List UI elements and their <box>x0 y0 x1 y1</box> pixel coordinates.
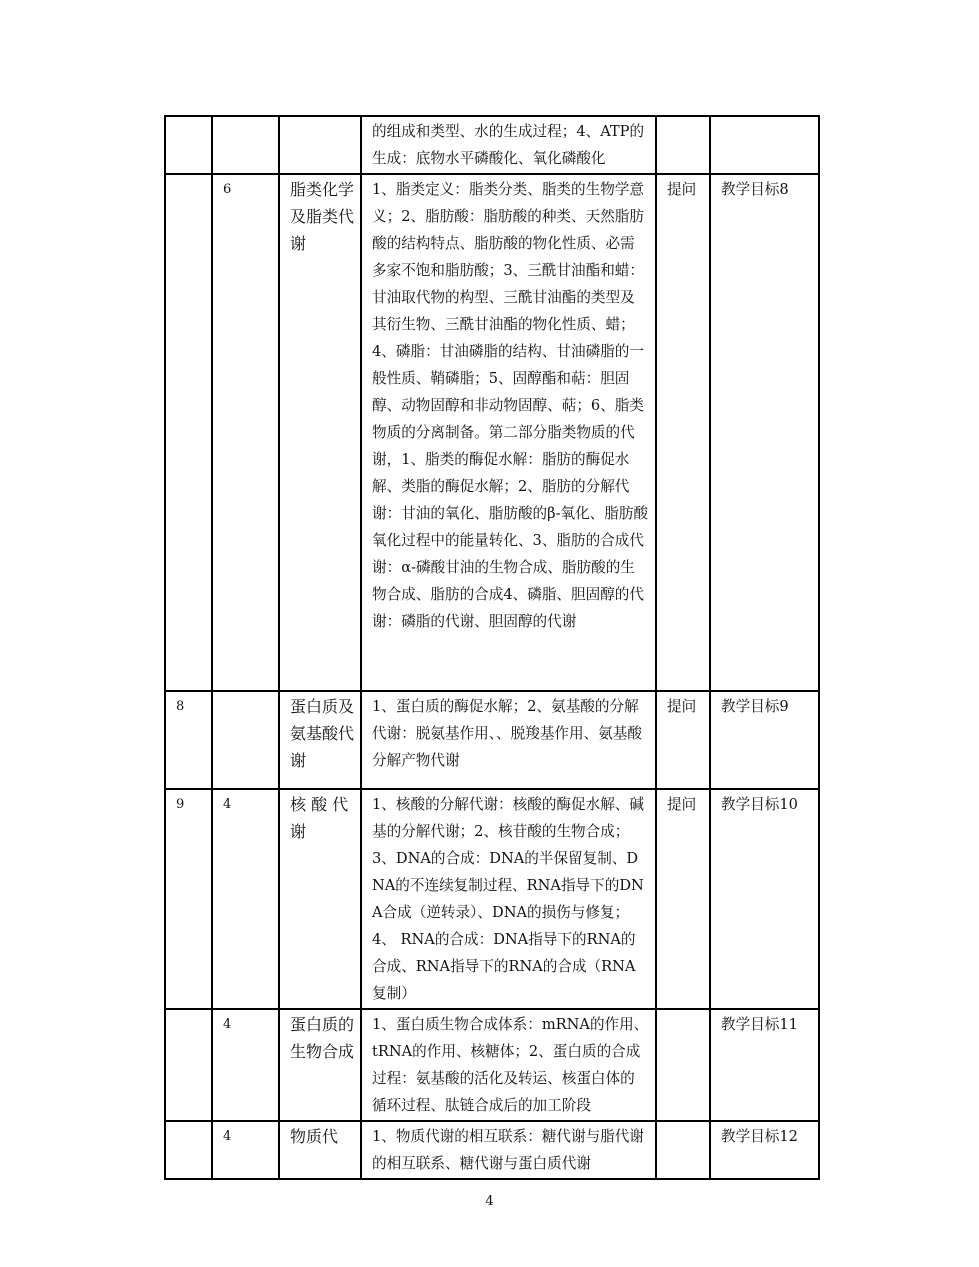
content-cell: 的组成和类型、水的生成过程；4、ATP的生成：底物水平磷酸化、氧化磷酸化 <box>361 116 656 174</box>
table-row <box>165 789 819 1009</box>
content-cell: 1、蛋白质的酶促水解；2、氨基酸的分解代谢：脱氨基作用、、脱羧基作用、氨基酸分解产物代谢 <box>361 691 656 789</box>
topic-cell: 物质代 <box>279 1121 361 1179</box>
content-cell: 1、物质代谢的相互联系：糖代谢与脂代谢的相互联系、糖代谢与蛋白质代谢 <box>361 1121 656 1179</box>
method-cell: 提问 <box>656 789 710 1009</box>
week-cell <box>165 116 212 174</box>
topic-cell: 蛋白质的生物合成 <box>279 1009 361 1121</box>
goal-cell: 教学目标9 <box>710 691 819 789</box>
topic-cell: 脂类化学及脂类代谢 <box>279 174 361 691</box>
hours-cell: 4 <box>212 789 279 1009</box>
hours-cell: 4 <box>212 1121 279 1179</box>
topic-cell: 核 酸 代 谢 <box>279 789 361 1009</box>
table-row <box>165 116 819 174</box>
goal-cell: 教学目标10 <box>710 789 819 1009</box>
topic-cell <box>279 116 361 174</box>
week-cell <box>165 174 212 691</box>
content-cell: 1、脂类定义：脂类分类、脂类的生物学意义；2、脂肪酸：脂肪酸的种类、天然脂肪酸的结构特点、脂肪酸的物化性质、必需多家不饱和脂肪酸；3、三酰甘油酯和蜡：甘油取代物的构型、三酰甘油酯的类型及其衍生物、三酰甘油酯的物化性质、蜡；4、磷脂：甘油磷脂的结构、甘油磷脂的一般性质、鞘磷脂；5、固醇酯和萜：胆固醇、动物固醇和非动物固醇、萜；6、脂类物质的分离制备。第二部分脂类物质的代谢，1、脂类的酶促水解：脂肪的酶促水解、类脂的酶促水解；2、脂肪的分解代谢：甘油的氧化、脂肪酸的β-氧化、脂肪酸氧化过程中的能量转化、3、脂肪的合成代谢：α-磷酸甘油的生物合成、脂肪酸的生物合成、脂肪的合成4、磷脂、胆固醇的代谢：磷脂的代谢、胆固醇的代谢 <box>361 174 656 691</box>
content-cell: 1、核酸的分解代谢：核酸的酶促水解、碱基的分解代谢；2、核苷酸的生物合成；3、DNA的合成：DNA的半保留复制、DNA的不连续复制过程、RNA指导下的DNA合成（逆转录）、DNA的损伤与修复；4、 RNA的合成：DNA指导下的RNA的合成、RNA指导下的RNA的合成（RNA复制） <box>361 789 656 1009</box>
method-cell <box>656 1009 710 1121</box>
table-row <box>165 174 819 691</box>
hours-cell: 4 <box>212 1009 279 1121</box>
method-cell <box>656 116 710 174</box>
week-cell <box>165 1009 212 1121</box>
syllabus-table <box>164 115 820 1180</box>
week-cell: 9 <box>165 789 212 1009</box>
goal-cell: 教学目标8 <box>710 174 819 691</box>
page-number: 4 <box>485 1194 494 1209</box>
hours-cell: 6 <box>212 174 279 691</box>
goal-cell: 教学目标12 <box>710 1121 819 1179</box>
table-row <box>165 691 819 789</box>
week-cell <box>165 1121 212 1179</box>
method-cell <box>656 1121 710 1179</box>
content-cell: 1、蛋白质生物合成体系：mRNA的作用、tRNA的作用、核糖体；2、蛋白质的合成过程：氨基酸的活化及转运、核蛋白体的循环过程、肽链合成后的加工阶段 <box>361 1009 656 1121</box>
week-cell: 8 <box>165 691 212 789</box>
topic-cell: 蛋白质及氨基酸代谢 <box>279 691 361 789</box>
method-cell: 提问 <box>656 691 710 789</box>
hours-cell <box>212 116 279 174</box>
table-row <box>165 1121 819 1179</box>
goal-cell: 教学目标11 <box>710 1009 819 1121</box>
method-cell: 提问 <box>656 174 710 691</box>
table-row <box>165 1009 819 1121</box>
hours-cell <box>212 691 279 789</box>
goal-cell <box>710 116 819 174</box>
